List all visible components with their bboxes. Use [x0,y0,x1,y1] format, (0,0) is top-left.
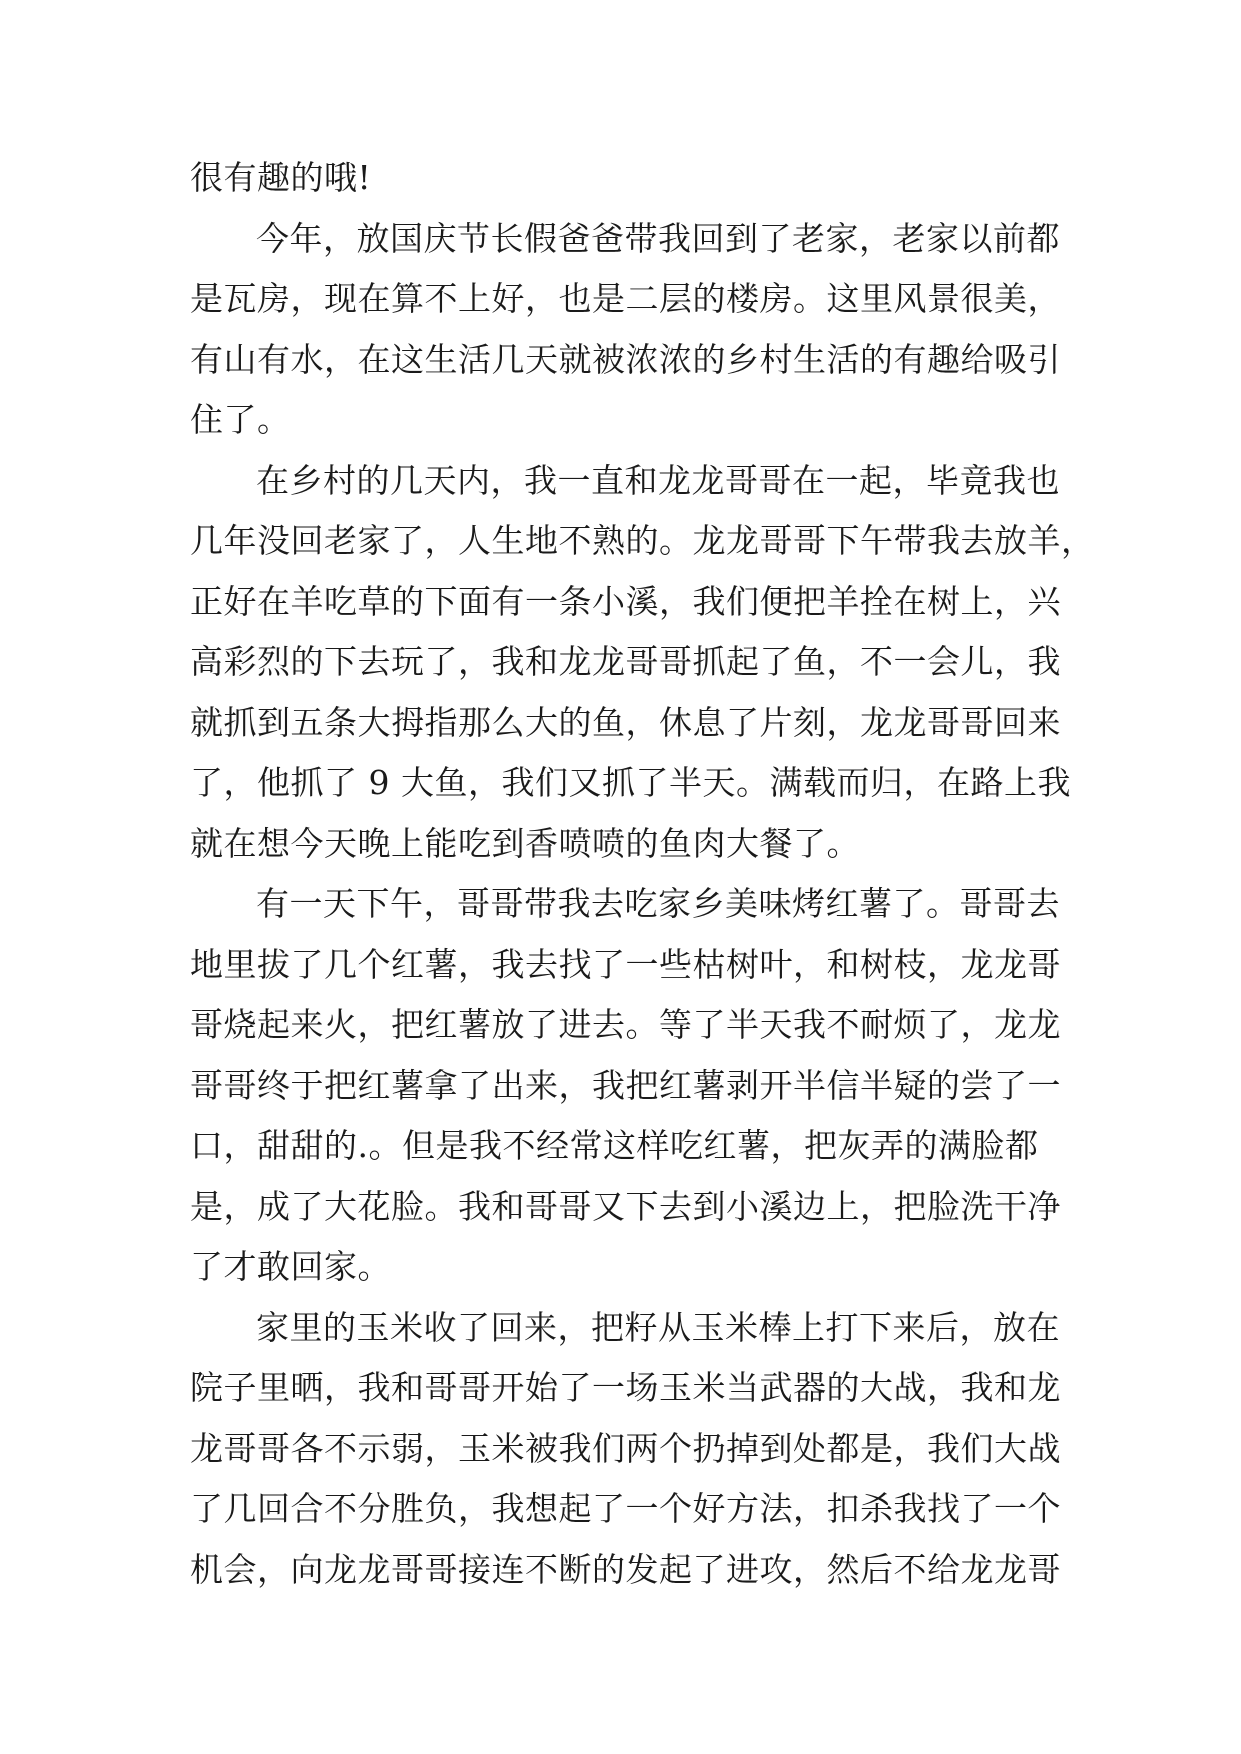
paragraph [190,1298,1060,1601]
text-line: 口，甜甜的.。但是我不经常这样吃红薯，把灰弄的满脸都 [190,1126,1039,1165]
text-line: 地里拔了几个红薯，我去找了一些枯树叶，和树枝，龙龙哥 [190,944,1061,984]
text-line: 哥烧起来火，把红薯放了进去。等了半天我不耐烦了，龙龙 [190,1005,1061,1044]
paragraph [190,874,1060,1298]
text-line: 几年没回老家了，人生地不熟的。龙龙哥哥下午带我去放羊， [190,521,1095,560]
paragraph [190,148,1060,209]
text-line: 就抓到五条大拇指那么大的鱼，休息了片刻，龙龙哥哥回来 [190,702,1061,742]
text-line: 住了。 [190,400,291,439]
text-line: 哥哥终于把红薯拿了出来，我把红薯剥开半信半疑的尝了一 [190,1065,1061,1105]
text-line: 是瓦房，现在算不上好，也是二层的楼房。这里风景很美， [190,279,1061,318]
text-line: 是，成了大花脸。我和哥哥又下去到小溪边上，把脸洗干净 [190,1186,1061,1226]
text-line: 很有趣的哦! [190,158,372,197]
text-line: 龙哥哥各不示弱，玉米被我们两个扔掉到处都是，我们大战 [190,1428,1061,1468]
text-line: 院子里晒，我和哥哥开始了一场玉米当武器的大战，我和龙 [190,1368,1061,1407]
document-body [190,148,1095,1600]
text-line: 高彩烈的下去玩了，我和龙龙哥哥抓起了鱼，不一会儿，我 [190,642,1061,681]
paragraph [190,451,1095,875]
text-line: 今年，放国庆节长假爸爸带我回到了老家，老家以前都 [256,218,1060,258]
text-line: 了才敢回家。 [190,1247,391,1286]
text-line: 了，他抓了 9 大鱼，我们又抓了半天。满载而归，在路上我 [190,763,1071,802]
text-line: 有一天下午，哥哥带我去吃家乡美味烤红薯了。哥哥去 [256,884,1060,923]
text-line: 了几回合不分胜负，我想起了一个好方法，扣杀我找了一个 [190,1489,1061,1528]
text-line: 就在想今天晚上能吃到香喷喷的鱼肉大餐了。 [190,823,860,863]
paragraph [190,209,1060,451]
text-line: 机会，向龙龙哥哥接连不断的发起了进攻，然后不给龙龙哥 [190,1549,1061,1589]
text-line: 正好在羊吃草的下面有一条小溪，我们便把羊拴在树上，兴 [190,581,1061,621]
text-line: 家里的玉米收了回来，把籽从玉米棒上打下来后，放在 [256,1307,1060,1347]
text-line: 在乡村的几天内，我一直和龙龙哥哥在一起，毕竟我也 [256,460,1060,500]
text-line: 有山有水，在这生活几天就被浓浓的乡村生活的有趣给吸引 [190,339,1061,379]
